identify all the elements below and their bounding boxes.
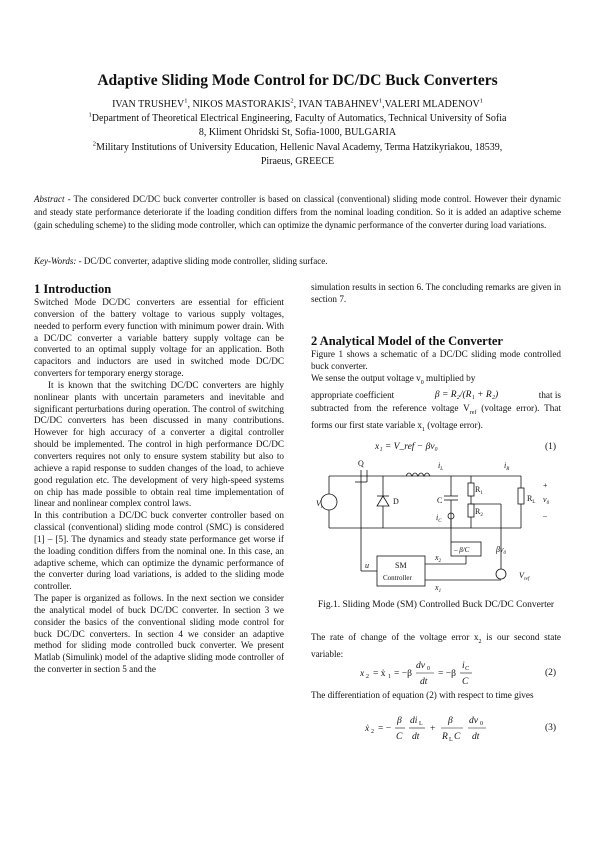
text-sub: 2 <box>478 638 482 645</box>
paragraph: simulation results in section 6. The concluding remarks are given in section 7. <box>311 282 561 304</box>
text-sub: 1 <box>421 426 425 433</box>
equation-1: x₁ = V_ref − βv₀ <box>375 442 438 452</box>
buck-converter-schematic <box>311 456 561 596</box>
paragraph: The differentiation of equation (2) with respect to time gives <box>311 690 534 700</box>
affiliation-line: 8, Kliment Ohridski St, Sofia-1000, BULGARIA <box>198 127 397 138</box>
equation-2-number: (2) <box>545 668 557 678</box>
svg-text:β: β <box>448 716 453 726</box>
label-rl: $R_L$ <box>527 494 536 505</box>
svg-text:2: 2 <box>371 729 374 735</box>
svg-text:C: C <box>465 666 470 672</box>
left-column <box>34 297 284 676</box>
label-d: D <box>393 497 399 506</box>
affiliation-sup: 2 <box>92 140 97 148</box>
svg-text:x: x <box>360 669 365 679</box>
label-c: C <box>437 496 443 505</box>
label-vref: $V_{ref}$ <box>519 571 530 582</box>
label-x1: $x_1$ <box>435 583 442 594</box>
svg-text:L: L <box>449 737 453 743</box>
text-run: multiplied by <box>423 372 476 383</box>
text-run: subtracted from the reference voltage V <box>311 403 470 414</box>
text-run: is our second state variable: <box>311 632 561 659</box>
paragraph: Switched Mode DC/DC converters are essential for efficient conversion of the battery voltage to various supply voltages, needed to perform every function with minimum power drain. With a DC/DC converter a variable battery supply voltage can be converted to an optimal supply voltage for an application. Both capacitors and inductors are used in switched mode DC/DC converters for temporary energy storage. <box>34 297 284 379</box>
section-2-heading: 2 Analytical Model of the Converter <box>311 334 503 348</box>
svg-text:0: 0 <box>427 666 430 672</box>
svg-text:= −β: = −β <box>438 669 456 679</box>
coefficient-line <box>311 389 561 403</box>
affiliation-2 <box>40 141 555 169</box>
author-name: IVAN TABAHNEV <box>298 99 379 110</box>
label-q: Q <box>358 459 364 468</box>
label-ir: $i_R$ <box>504 461 510 472</box>
svg-text:1: 1 <box>388 674 391 680</box>
keywords <box>34 256 561 266</box>
svg-text:2: 2 <box>366 674 369 680</box>
label-v0: $v_0$ <box>543 495 550 506</box>
equation-3-number: (3) <box>545 723 557 733</box>
affiliation-line: Military Institutions of University Education, Hellenic Naval Academy, Terma Hatzikyriakou, 18539, <box>96 142 503 153</box>
author-sup: 1 <box>184 97 188 105</box>
section-2-text-3 <box>311 690 561 702</box>
svg-text:0: 0 <box>480 721 483 727</box>
text-run: appropriate coefficient <box>311 390 395 401</box>
label-u: u <box>365 561 369 570</box>
svg-text:= −: = − <box>378 724 392 734</box>
svg-text:dv: dv <box>416 661 425 671</box>
equation-2 <box>360 657 510 689</box>
svg-text:C: C <box>396 732 403 742</box>
author-name: NIKOS MASTORAKIS <box>192 99 291 110</box>
paragraph: In this contribution a DC/DC buck converter controller based on classical (conventional) sliding mode control (SMC) is considered [1] – [5]. The dynamics and steady state performance get worse if the loading condition differs from the nominal one. In this case, an adaptive scheme, which can optimize the dynamic performance of the converter during load variations, is added to the sliding mode controller. <box>34 510 284 592</box>
label-beta-c: – β/C <box>454 546 470 554</box>
keywords-label: Key-Words: <box>34 256 77 266</box>
coefficient-formula: β = R₂/(R₁ + R₂) <box>434 390 499 401</box>
svg-text:β: β <box>397 716 402 726</box>
text-run: The rate of change of the voltage error x <box>311 632 479 642</box>
svg-text:R: R <box>442 732 448 742</box>
affiliation-1 <box>40 112 555 140</box>
affiliation-sup: 1 <box>88 111 92 119</box>
paragraph: It is known that the switching DC/DC converters are highly nonlinear plants with uncertain parameters and inevitable and significant perturbations during operation. The control of switching DC/DC converters has been discussed in many contributions. However for high accuracy of a converter a digital controller should be implemented. The control in high performance DC/DC converters requires not only to ensure system stability but also to achieve a rapid response to sudden changes of the load, to achieve good regulation etc. The development of very high-speed systems on chip has made possible to obtain real time implementation of linear and nonlinear complex control laws. <box>34 379 284 509</box>
author-sup: 1 <box>378 97 383 105</box>
label-plus: + <box>543 481 548 490</box>
label-beta-v0: $\beta v_0$ <box>496 545 507 556</box>
right-column-top <box>311 282 561 306</box>
svg-text:dt: dt <box>472 732 480 742</box>
abstract-label: Abstract <box>34 194 65 204</box>
text-sub: 0 <box>420 379 424 386</box>
section-1-heading: 1 Introduction <box>34 282 112 296</box>
author-sup: 1 <box>479 97 483 105</box>
author-line: IVAN TRUSHEV$^1$, NIKOS MASTORAKIS$^2$, IVAN TABAHNEV$^1$,VALERI MLADENOV$^1$ <box>112 97 483 110</box>
keywords-text: - DC/DC converter, adaptive sliding mode controller, sliding surface. <box>76 256 328 266</box>
paragraph: The paper is organized as follows. In the next section we consider the analytical model of buck DC/DC converter. In section 3 we consider the basics of the conventional sliding mode control for buck DC/DC converters. In section 4 we consider an adaptive method for sliding mode controlled buck converter. We present Matlab (Simulink) model of the adaptive sliding mode controller of the converter in section 5 and the <box>34 593 284 675</box>
label-ic: $i_C$ <box>436 513 442 524</box>
svg-text:di: di <box>410 716 418 726</box>
text-run: (voltage error). That forms our first state variable x <box>311 403 561 431</box>
text-run: We sense the output voltage v <box>311 372 421 383</box>
affiliation-line: Piraeus, GREECE <box>260 156 335 167</box>
author-name: IVAN TRUSHEV <box>112 99 185 110</box>
abstract-text: - The considered DC/DC buck converter controller is based on classical (conventional) sliding mode control. However their dynamic and steady state performance deteriorate if the loading condition differs from the nominal loading condition. So it is added an adaptive scheme (gain scheduling scheme) to the sliding mode controller, which can optimize the dynamic performance of the converter during load variations. <box>34 194 561 230</box>
figure-caption: Fig.1. Sliding Mode (SM) Controlled Buck DC/DC Converter <box>317 600 555 610</box>
label-sm: SM <box>395 561 407 570</box>
abstract <box>34 193 561 232</box>
affiliation-line: Department of Theoretical Electrical Engineering, Faculty of Automatics, Technical University of Sofia <box>91 113 507 124</box>
author-name: VALERI MLADENOV <box>384 99 480 110</box>
svg-text:= −β: = −β <box>394 669 412 679</box>
svg-text:i: i <box>462 661 465 671</box>
label-vi: $V_i$ <box>316 499 323 510</box>
svg-text:dv: dv <box>469 716 478 726</box>
text-run: (voltage error). <box>424 420 483 431</box>
paragraph <box>311 373 561 390</box>
svg-text:dt: dt <box>412 732 420 742</box>
equation-1-number: (1) <box>545 442 557 452</box>
text-run: that is <box>538 390 561 401</box>
author-sup: 2 <box>290 97 294 105</box>
svg-text:+: + <box>430 724 436 734</box>
label-r1: $R_1$ <box>475 485 483 496</box>
paper-title: Adaptive Sliding Mode Control for DC/DC Buck Converters <box>97 72 498 89</box>
svg-text:dt: dt <box>420 677 428 687</box>
text-sub: ref <box>469 410 477 417</box>
label-il: $i_L$ <box>438 461 444 472</box>
paragraph <box>311 403 561 436</box>
svg-text:ẋ: ẋ <box>365 724 370 734</box>
paragraph: Figure 1 shows a schematic of a DC/DC sliding mode controlled buck converter. <box>311 349 561 371</box>
equation-3 <box>365 712 515 746</box>
section-2-text <box>311 349 561 437</box>
svg-text:C: C <box>454 732 461 742</box>
svg-text:L: L <box>419 721 423 727</box>
label-minus: – <box>543 511 547 520</box>
svg-text:= ẋ: = ẋ <box>373 669 386 679</box>
label-controller: Controller <box>383 574 412 582</box>
label-r2: $R_2$ <box>475 507 483 518</box>
label-x2: $x_2$ <box>435 553 442 564</box>
svg-text:C: C <box>462 677 469 687</box>
